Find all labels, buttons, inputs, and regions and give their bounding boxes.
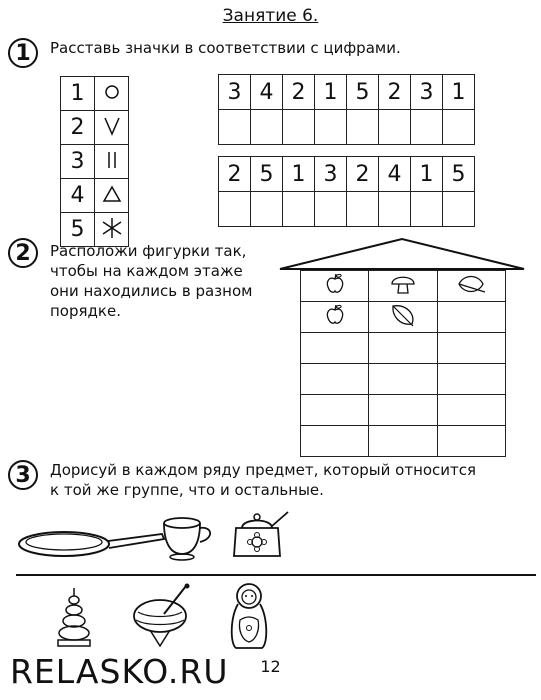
house-cell[interactable]: [369, 395, 437, 426]
house-roof: [276, 236, 528, 272]
house-floor: [301, 364, 506, 395]
sequence-digit: 5: [443, 157, 475, 192]
sequence-digit: 3: [411, 75, 443, 110]
sequence-digit: 2: [347, 157, 379, 192]
answer-cell[interactable]: [251, 192, 283, 227]
sequence-answer-row: [219, 110, 475, 145]
task-2-line: они находились в разном: [50, 282, 253, 300]
answer-cell[interactable]: [347, 110, 379, 145]
answer-cell[interactable]: [379, 192, 411, 227]
answer-cell[interactable]: [219, 110, 251, 145]
leaf-icon: [437, 271, 505, 302]
task-2-text: [50, 241, 252, 321]
task-3-line: к той же группе, что и остальные.: [50, 481, 324, 499]
legend-digit: 3: [61, 145, 95, 179]
legend-row: [61, 179, 129, 213]
answer-cell[interactable]: [411, 192, 443, 227]
sequence-digits-row: [219, 75, 475, 110]
triangle-icon: [95, 179, 129, 213]
task-1-number: 1: [8, 38, 38, 68]
house-cell[interactable]: [301, 395, 369, 426]
answer-cell[interactable]: [443, 192, 475, 227]
legend-row: [61, 77, 129, 111]
house-cell[interactable]: [369, 333, 437, 364]
sequence-digits-row: [219, 157, 475, 192]
sequence-digit: 2: [219, 157, 251, 192]
sequence-digit: 2: [379, 75, 411, 110]
answer-cell[interactable]: [219, 192, 251, 227]
house-floor: [301, 271, 506, 302]
answer-cell[interactable]: [251, 110, 283, 145]
answer-cell[interactable]: [443, 110, 475, 145]
house-floor: [301, 426, 506, 457]
task-2-line: Расположи фигурки так,: [50, 242, 247, 260]
sequence-table-2: [218, 156, 475, 227]
house-cell[interactable]: [437, 302, 505, 333]
task-3-line: Дорисуй в каждом ряду предмет, который относится: [50, 461, 477, 479]
apple-icon: [301, 271, 369, 302]
double-bar-icon: [95, 145, 129, 179]
sequence-digit: 3: [219, 75, 251, 110]
pot-icon: [228, 508, 292, 564]
house-cell[interactable]: [437, 395, 505, 426]
page-title: Занятие 6.: [222, 6, 319, 26]
task-2-number: 2: [8, 238, 38, 268]
task-2-line: порядке.: [50, 302, 121, 320]
legend-digit: 2: [61, 111, 95, 145]
house-cell[interactable]: [301, 333, 369, 364]
mushroom-icon: [369, 271, 437, 302]
answer-cell[interactable]: [411, 110, 443, 145]
legend-digit: 4: [61, 179, 95, 213]
sequence-digit: 5: [251, 157, 283, 192]
sequence-answer-row: [219, 192, 475, 227]
answer-cell[interactable]: [315, 110, 347, 145]
house-cell[interactable]: [369, 364, 437, 395]
circle-icon: [95, 77, 129, 111]
house-floor: [301, 333, 506, 364]
task-2-line: чтобы на каждом этаже: [50, 262, 243, 280]
house-cell[interactable]: [301, 426, 369, 457]
spinning-top-icon: [130, 582, 196, 650]
matryoshka-icon: [226, 580, 272, 652]
sequence-digit: 4: [251, 75, 283, 110]
house-cell[interactable]: [437, 426, 505, 457]
task-3-text: [50, 460, 476, 500]
sequence-digit: 1: [283, 157, 315, 192]
apple-icon: [301, 302, 369, 333]
house-cell[interactable]: [437, 333, 505, 364]
sequence-digit: 1: [443, 75, 475, 110]
row-divider: [16, 574, 536, 576]
cup-icon: [160, 514, 218, 562]
house-cell[interactable]: [437, 364, 505, 395]
sequence-digit: 1: [411, 157, 443, 192]
house-cell[interactable]: [369, 426, 437, 457]
task-3-number: 3: [8, 460, 38, 490]
answer-cell[interactable]: [283, 192, 315, 227]
house-grid: [300, 270, 506, 457]
sequence-table-1: [218, 74, 475, 145]
legend-table: [60, 76, 129, 247]
sequence-digit: 3: [315, 157, 347, 192]
watermark-text: RELASKO.RU: [10, 652, 229, 691]
sequence-digit: 4: [379, 157, 411, 192]
leaf-icon: [369, 302, 437, 333]
answer-cell[interactable]: [315, 192, 347, 227]
answer-cell[interactable]: [379, 110, 411, 145]
legend-row: [61, 111, 129, 145]
answer-cell[interactable]: [283, 110, 315, 145]
answer-cell[interactable]: [347, 192, 379, 227]
sequence-digit: 5: [347, 75, 379, 110]
house-floor: [301, 302, 506, 333]
legend-row: [61, 145, 129, 179]
frying-pan-icon: [16, 524, 166, 564]
legend-digit: 5: [61, 213, 95, 247]
pyramid-toy-icon: [54, 586, 94, 648]
task-1-text: Расставь значки в соответствии с цифрами.: [50, 39, 401, 57]
sequence-digit: 1: [315, 75, 347, 110]
sequence-digit: 2: [283, 75, 315, 110]
house-floor: [301, 395, 506, 426]
legend-digit: 1: [61, 77, 95, 111]
v-mark-icon: [95, 111, 129, 145]
house-cell[interactable]: [301, 364, 369, 395]
page-number: 12: [260, 657, 281, 676]
